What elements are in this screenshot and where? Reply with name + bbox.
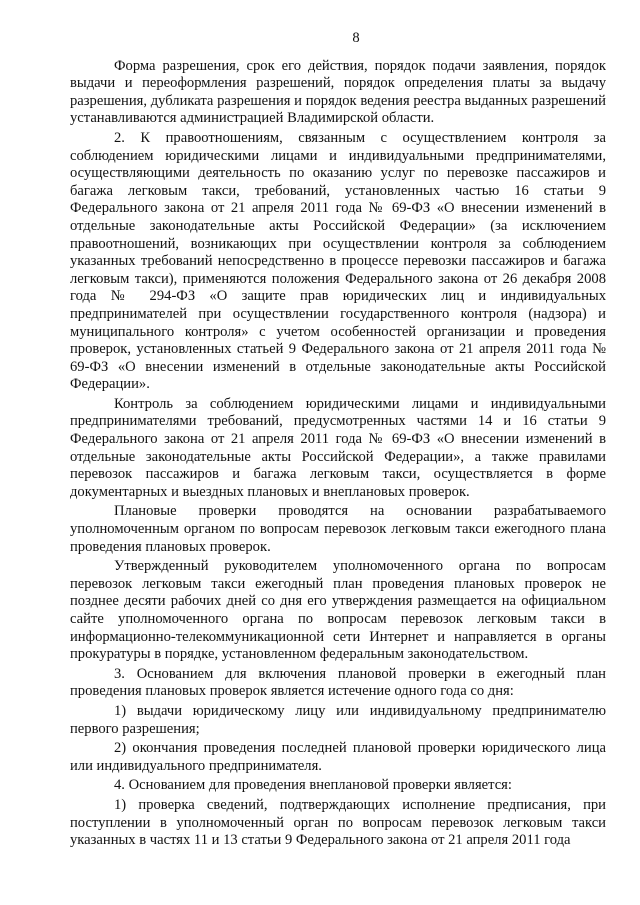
- paragraph: 1) выдачи юридическому лицу или индивидуальному предпринимателю первого разрешения;: [70, 702, 606, 737]
- paragraph: 4. Основанием для проведения внеплановой проверки является:: [114, 777, 512, 794]
- paragraph: Контроль за соблюдением юридическими лицами и индивидуальными предпринимателями требований, предусмотренных частями 14 и 16 статьи 9 Федерального закона от 21 апреля 2011 года № 69-ФЗ «О внесении изменений в отдельные законодательные акты Российской Федерации», а также правилами перевозок пассажиров и багажа легковым такси, осуществляется в форме документарных и выездных плановых и внеплановых проверок.: [70, 395, 606, 500]
- paragraph: 2. К правоотношениям, связанным с осуществлением контроля за соблюдением юридическими лицами и индивидуальными предпринимателями, осуществляющими деятельность по оказанию услуг по перевозке пассажиров и багажа легковым такси, требований, установленных частью 16 статьи 9 Федерального закона от 21 апреля 2011 года № 69-ФЗ «О внесении изменений в отдельные законодательные акты Российской Федерации» (за исключением правоотношений, возникающих при осуществлении контроля за соблюдением указанных требований непосредственно в процессе перевозки пассажиров и багажа легковым такси), применяются положения Федерального закона от 26 декабря 2008 года № 294-ФЗ «О защите прав юридических лиц и индивидуальных предпринимателей при осуществлении государственного контроля (надзора) и муниципального контроля» с учетом особенностей организации и проведения проверок, установленных статьей 9 Федерального закона от 21 апреля 2011 года № 69-ФЗ «О внесении изменений в отдельные законодательные акты Российской Федерации».: [70, 129, 606, 393]
- paragraph: Плановые проверки проводятся на основании разрабатываемого уполномоченным органом по вопросам перевозок легковым такси ежегодного плана проведения плановых проверок.: [70, 503, 606, 555]
- paragraph: 1) проверка сведений, подтверждающих исполнение предписания, при поступлении в уполномоченный орган по вопросам перевозок легковым такси указанных в частях 11 и 13 статьи 9 Федерального закона от 21 апреля 2011 года: [70, 796, 606, 849]
- paragraph: Утвержденный руководителем уполномоченного органа по вопросам перевозок легковым такси ежегодный план проведения плановых проверок не позднее десяти рабочих дней со дня его утверждения размещается на официальном сайте уполномоченного органа по вопросам перевозок легковым такси в информационно-телекоммуникационной сети Интернет и направляется в органы прокуратуры в порядке, установленном федеральным законодательством.: [70, 558, 606, 663]
- paragraph: Форма разрешения, срок его действия, порядок подачи заявления, порядок выдачи и переоформления разрешений, порядок определения платы за выдачу разрешения, дубликата разрешения и порядок ведения реестра выданных разрешений устанавливаются администрацией Владимирской области.: [70, 57, 606, 127]
- paragraph: 2) окончания проведения последней плановой проверки юридического лица или индивидуального предпринимателя.: [70, 740, 606, 774]
- paragraph: 3. Основанием для включения плановой проверки в ежегодный план проведения плановых проверок является истечение одного года со дня:: [70, 665, 606, 700]
- page-number: 8: [352, 30, 360, 46]
